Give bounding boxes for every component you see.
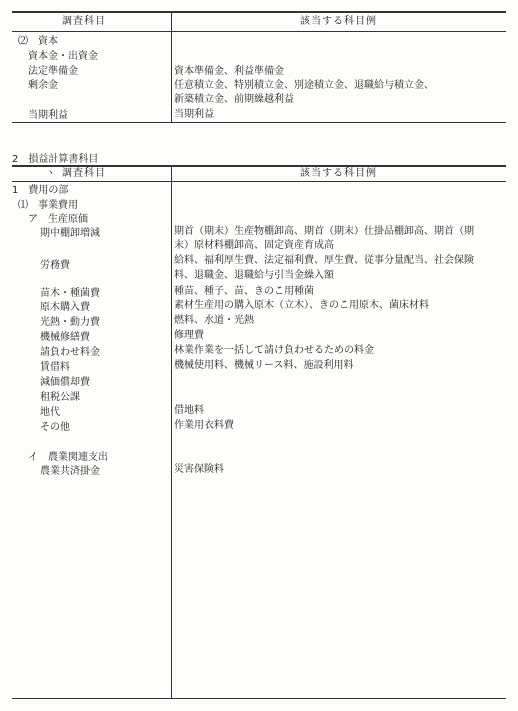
table2-row-example: 素材生産用の購入原木（立木）、きのこ用原木、菌床材料 (174, 300, 429, 311)
table2-row-name: 労務費 (40, 260, 70, 271)
table2-top-rule (12, 165, 506, 167)
table2-row-example: 機械使用料、機械リース料、施設利用料 (174, 360, 354, 371)
table1-row-example: 新築積立金、前期繰越利益 (174, 94, 294, 105)
table1-row-example: 当期利益 (174, 109, 214, 120)
table2-row-name: 賃借料 (40, 362, 70, 373)
table2-subcategory-label: ア 生産原価 (28, 214, 88, 225)
table2-row-example: 災害保険料 (174, 464, 224, 475)
table2-row-name: 地代 (40, 407, 60, 418)
table2-row-example: 給料、福利厚生費、法定福利費、厚生費、従事分量配当、社会保険 (174, 255, 474, 266)
table1-row-name: 剰余金 (28, 80, 58, 91)
table2-header-left: 調査科目 (62, 168, 106, 179)
table2-row-name: 租税公課 (40, 392, 80, 403)
table2-row-name: 光熱・動力費 (40, 317, 100, 328)
table1-section-label: ⑵ 資本 (18, 36, 58, 47)
table1-row-name: 資本金・出資金 (28, 51, 98, 62)
table2-category-label: ⑴ 事業費用 (18, 200, 78, 211)
table2-row-name: 請負わせ料金 (40, 347, 100, 358)
table2-header-mark: 丶 (46, 169, 56, 179)
table2-row-name: 減価償却費 (40, 377, 90, 388)
table2-row-example: 借地料 (174, 405, 204, 416)
table2-row-name: 原木購入費 (40, 302, 90, 313)
table2-row-example: 料、退職金、退職給与引当金繰入額 (174, 270, 334, 281)
table2-row-example: 期首（期末）生産物棚卸高、期首（期末）仕掛品棚卸高、期首（期 (174, 226, 474, 237)
table2-row-name: 苗木・種菌費 (40, 288, 100, 299)
table1-row-example: 資本準備金、利益準備金 (174, 66, 284, 77)
table2-bottom-rule (12, 698, 506, 699)
table2-column-divider (171, 165, 172, 698)
table2-subcategory-label: イ 農業関連支出 (28, 452, 108, 463)
table2-part-label: 1 費用の部 (12, 185, 69, 196)
section2-title: 2 損益計算書科目 (12, 154, 99, 165)
table1-column-divider (171, 11, 172, 122)
table2-header-right: 該当する科目例 (300, 168, 377, 179)
table1-header-left: 調査科目 (62, 16, 106, 27)
table1-row-name: 法定準備金 (28, 66, 78, 77)
table2-row-name: 機械修繕費 (40, 332, 90, 343)
table2-row-example: 作業用衣料費 (174, 420, 234, 431)
table1-row-example: 任意積立金、特別積立金、別途積立金、退職給与積立金、 (174, 80, 434, 91)
table2-header-rule (12, 181, 506, 182)
table1-bottom-rule (12, 122, 506, 123)
table1-row-name: 当期利益 (28, 110, 68, 121)
table1-top-rule (12, 11, 506, 13)
table1-header-right: 該当する科目例 (300, 16, 377, 27)
table2-row-name: 期中棚卸増減 (40, 228, 100, 239)
table2-row-example: 種苗、種子、苗、きのこ用種菌 (174, 286, 314, 297)
table2-row-example: 林業作業を一括して請け負わせるための料金 (174, 345, 374, 356)
table2-row-example: 末）原材料棚卸高、固定資産育成高 (174, 240, 334, 251)
table2-row-name: その他 (40, 422, 70, 433)
table2-row-example: 燃料、水道・光熱 (174, 315, 254, 326)
table2-row-name: 農業共済掛金 (40, 466, 100, 477)
table1-header-rule (12, 31, 506, 32)
table2-row-example: 修理費 (174, 330, 204, 341)
